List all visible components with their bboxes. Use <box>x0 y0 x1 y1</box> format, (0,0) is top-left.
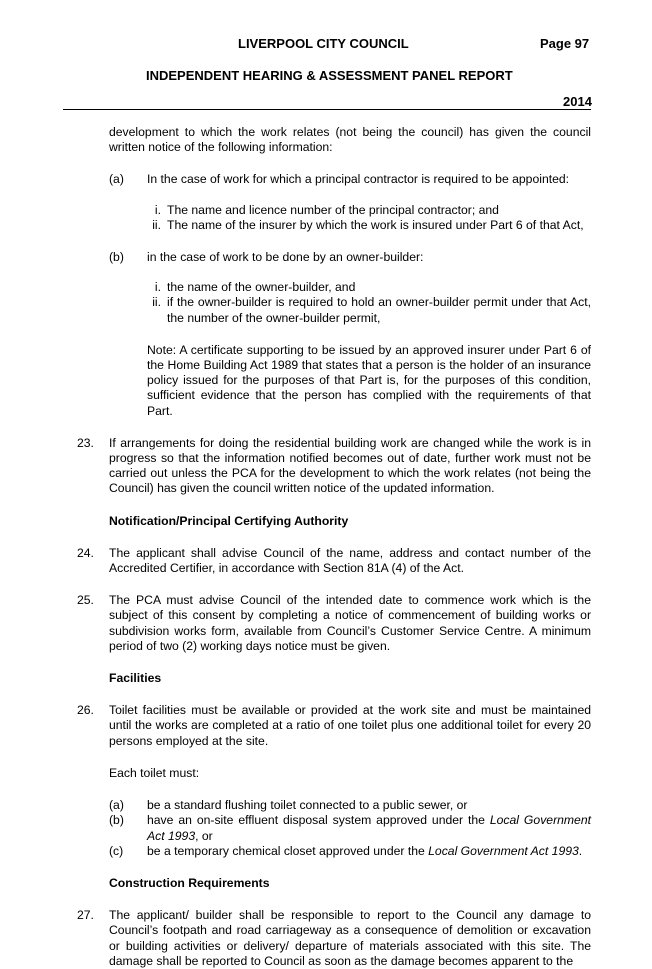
act-reference: Local Government Act 1993 <box>428 843 579 858</box>
condition-23: 23. If arrangements for doing the residential building work are changed while the work is in progress so that the information notified becomes out of date, further work must not be carried out unless the PCA for the development to which the work relates (not being the Council) has given the council written notice of the updated information. <box>77 435 591 496</box>
list-item: i. The name and licence number of the principal contractor; and <box>154 202 499 217</box>
intro-paragraph: development to which the work relates (not being the council) has given the council written notice of the following information: <box>109 125 591 155</box>
section-heading-facilities: Facilities <box>109 671 162 686</box>
report-title: INDEPENDENT HEARING & ASSESSMENT PANEL REPORT <box>146 68 513 83</box>
list-item: (a) be a standard flushing toilet connected to a public sewer, or <box>109 798 468 813</box>
note-paragraph: Note: A certificate supporting to be issued by an approved insurer under Part 6 of the Home Building Act 1989 that states that a person is the holder of an insurance policy issued for the purposes of that Part is, for the purposes of this condition, sufficient evidence that the person has complied with the requirements of that Part. <box>147 342 591 418</box>
item-a-label: (a) <box>109 172 124 187</box>
condition-26: 26. Toilet facilities must be available or provided at the work site and must be maintained until the works are completed at a ratio of one toilet plus one additional toilet for every 20 persons employed at the site. <box>77 703 591 748</box>
document-body <box>77 125 591 969</box>
item-b-sublist <box>147 280 591 326</box>
report-year: 2014 <box>563 94 592 109</box>
section-heading-construction: Construction Requirements <box>109 875 270 890</box>
page-number: Page 97 <box>540 36 590 51</box>
toilet-list <box>77 798 591 859</box>
section-heading-notification: Notification/Principal Certifying Authority <box>109 513 349 528</box>
item-a-text: In the case of work for which a principal contractor is required to be appointed: <box>147 172 570 187</box>
condition-25: 25. The PCA must advise Council of the intended date to commence work which is the subject of this consent by completing a notice of commencement of building works or subdivision works form, available from Council’s Customer Service Centre. A minimum period of two (2) working days notice must be given. <box>77 593 591 653</box>
act-reference: Local Government Act 1993 <box>147 813 591 843</box>
list-item: (b) have an on-site effluent disposal system approved under the Local Government Act 1993, or <box>109 813 591 843</box>
item-a <box>109 172 591 187</box>
list-item: ii. The name of the insurer by which the work is insured under Part 6 of that Act, <box>152 217 584 232</box>
item-b-label: (b) <box>109 250 124 265</box>
condition-27: 27. The applicant/ builder shall be responsible to report to the Council any damage to Council’s footpath and road carriageway as a consequence of demolition or excavation or building activities or delivery/ departure of materials associated with this site. The damage shall be reported to Council as soon as the damage becomes apparent to the <box>77 908 591 968</box>
item-b-text: in the case of work to be done by an owner-builder: <box>147 250 424 265</box>
list-item: i. the name of the owner-builder, and <box>154 280 356 295</box>
item-b <box>109 250 591 265</box>
council-name: LIVERPOOL CITY COUNCIL <box>238 36 409 51</box>
list-item: (c) be a temporary chemical closet approved under the Local Government Act 1993. <box>109 843 583 858</box>
list-item: ii. if the owner-builder is required to hold an owner-builder permit under that Act, the number of the owner-builder permit, <box>152 295 591 325</box>
each-toilet-text: Each toilet must: <box>109 765 200 780</box>
item-a-sublist <box>147 203 591 233</box>
header-rule <box>63 109 591 110</box>
condition-24: 24. The applicant shall advise Council of the name, address and contact number of the Accredited Certifier, in accordance with Section 81A (4) of the Act. <box>77 545 591 576</box>
